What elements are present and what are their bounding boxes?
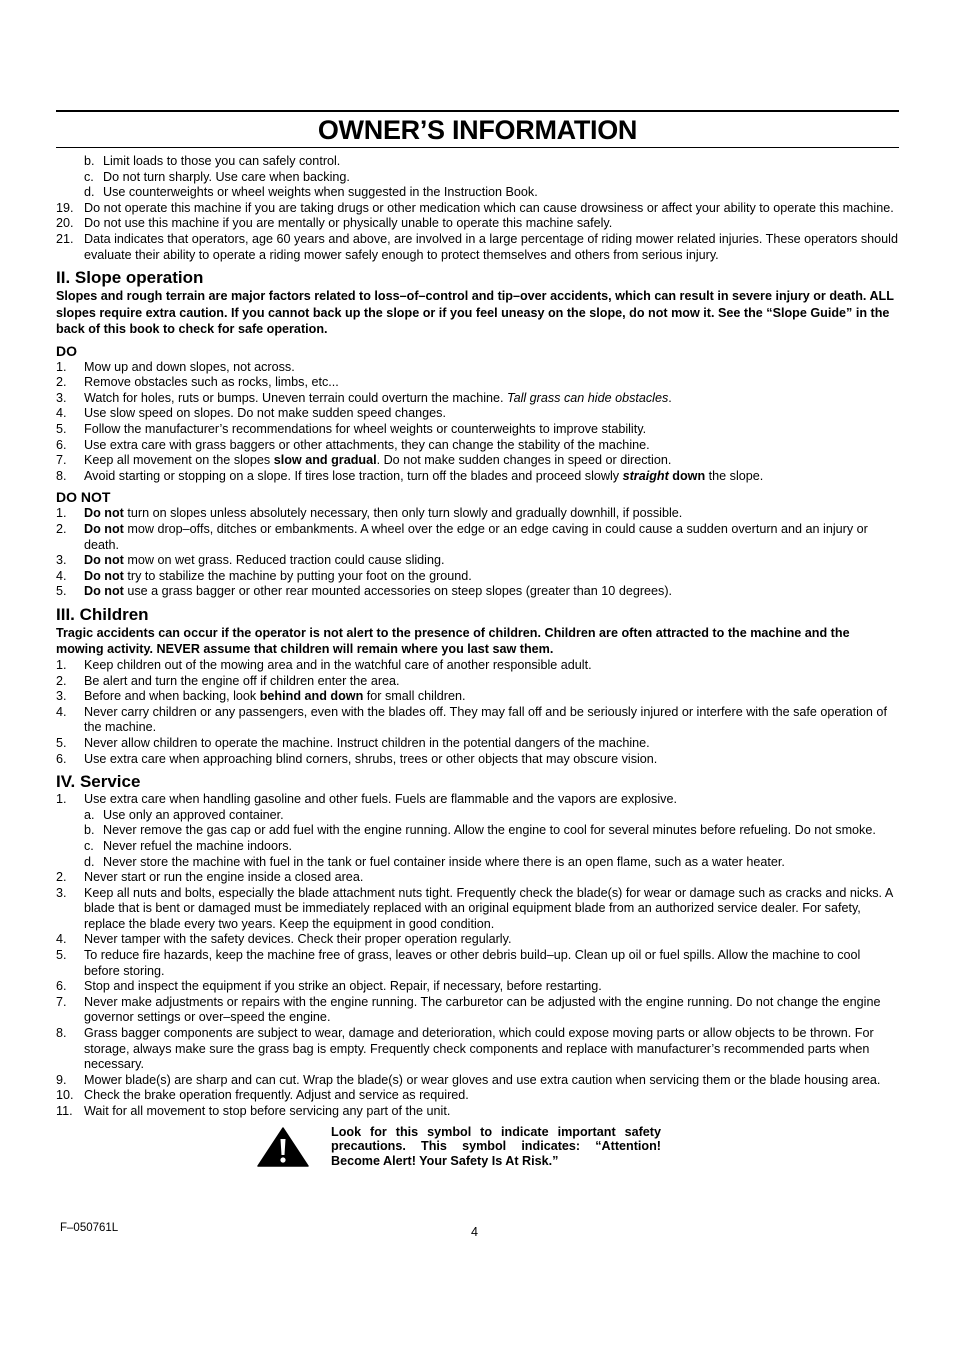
list-item: 1. Do not turn on slopes unless absolutely necessary, then only turn slowly and gradually downhill, if possible. bbox=[56, 506, 683, 521]
do-not-heading: DO NOT bbox=[56, 489, 111, 506]
document-code: F–050761L bbox=[60, 1222, 119, 1234]
page bbox=[56, 110, 899, 1168]
list-item: 2. Never start or run the engine inside a closed area. bbox=[56, 870, 364, 885]
list-item: 1. Keep children out of the mowing area and in the watchful care of another responsible adult. bbox=[56, 657, 592, 672]
page-number: 4 bbox=[471, 1225, 479, 1239]
list-item: 5. Do not use a grass bagger or other rear mounted accessories on steep slopes (greater than 10 degrees). bbox=[56, 584, 673, 599]
list-item: 6. Use extra care when approaching blind corners, shrubs, trees or other objects that may obscure vision. bbox=[56, 751, 658, 766]
list-item: 3. Keep all nuts and bolts, especially the blade attachment nuts tight. Frequently check the blade(s) for wear or damage such as cracks and nicks. A blade that is bent or damaged must be immediately replaced with an original equipment blade from an authorized service dealer. For safety, replace the blade every two years. Keep the equipment in good condition. bbox=[56, 885, 893, 931]
list-item: d. Use counterweights or wheel weights when suggested in the Instruction Book. bbox=[84, 185, 538, 200]
list-item: 8. Grass bagger components are subject to wear, damage and deterioration, which could expose moving parts or allow objects to be thrown. For storage, always make sure the grass bag is empty. Frequently check components and replace with manufacturer’s recommended parts when necessary. bbox=[56, 1026, 874, 1072]
list-item: 7. Keep all movement on the slopes slow and gradual. Do not make sudden changes in speed or direction. bbox=[56, 453, 672, 468]
list-item: 20. Do not use this machine if you are mentally or physically unable to operate this machine safely. bbox=[56, 216, 613, 231]
list-item: 6. Use extra care with grass baggers or other attachments, they can change the stability of the machine. bbox=[56, 437, 650, 452]
section-heading-slope: II. Slope operation bbox=[56, 268, 204, 288]
slope-intro: Slopes and rough terrain are major factors related to loss–of–control and tip–over accidents, which can result in severe injury or death. ALL slopes require extra caution. If you cannot back up the slope or if you feel uneasy on the slope, do not mow it. See the “Slope Guide” in the back of this book to check for safe operation. bbox=[56, 289, 894, 337]
page-title: OWNER’S INFORMATION bbox=[317, 115, 638, 145]
list-item: 11. Wait for all movement to stop before servicing any part of the unit. bbox=[56, 1104, 451, 1118]
list-item: 10. Check the brake operation frequently. Adjust and service as required. bbox=[56, 1088, 469, 1103]
list-item: 5. Never allow children to operate the machine. Instruct children in the potential dangers of the machine. bbox=[56, 735, 650, 750]
list-item: 4. Never carry children or any passengers, even with the blades off. They may fall off and be seriously injured or interfere with the safe operation of the machine. bbox=[56, 704, 887, 735]
list-item: b. Limit loads to those you can safely control. bbox=[84, 154, 341, 168]
section-heading-service: IV. Service bbox=[56, 772, 141, 792]
list-item: 3. Do not mow on wet grass. Reduced traction could cause sliding. bbox=[56, 553, 445, 568]
list-item: 21. Data indicates that operators, age 60 years and above, are involved in a large percentage of riding mower related injuries. These operators should evaluate their ability to operate a riding mower safely enough to protect themselves and others from serious injury. bbox=[56, 231, 898, 262]
list-item: 4. Never tamper with the safety devices. Check their proper operation regularly. bbox=[56, 932, 512, 947]
list-item: 6. Stop and inspect the equipment if you strike an object. Repair, if necessary, before restarting. bbox=[56, 979, 602, 994]
list-item: 19. Do not operate this machine if you are taking drugs or other medication which can cause drowsiness or affect your ability to operate this machine. bbox=[56, 200, 894, 215]
list-item: a. Use only an approved container. bbox=[84, 807, 284, 822]
safety-alert-text: Look for this symbol to indicate important safety precautions. This symbol indicates: “Attention! Become Alert! Your Safety Is At Risk.” bbox=[331, 1124, 661, 1168]
list-item: 2. Remove obstacles such as rocks, limbs, etc... bbox=[56, 375, 339, 390]
list-item: 4. Use slow speed on slopes. Do not make sudden speed changes. bbox=[56, 406, 446, 421]
list-item: 5. To reduce fire hazards, keep the machine free of grass, leaves or other debris build–up. Clean up oil or fuel spills. Allow the machine to cool before storing. bbox=[56, 948, 861, 978]
section-heading-children: III. Children bbox=[56, 604, 149, 624]
do-heading: DO bbox=[56, 342, 77, 359]
children-intro: Tragic accidents can occur if the operator is not alert to the presence of children. Children are often attracted to the machine and the mowing activity. NEVER assume that children will remain where you last saw them. bbox=[56, 625, 850, 657]
list-item: 3. Before and when backing, look behind and down for small children. bbox=[56, 689, 466, 704]
top-rule bbox=[56, 110, 899, 112]
list-item: 4. Do not try to stabilize the machine by putting your foot on the ground. bbox=[56, 568, 472, 583]
list-item: 5. Follow the manufacturer’s recommendations for wheel weights or counterweights to improve stability. bbox=[56, 422, 647, 437]
list-item: 2. Do not mow drop–offs, ditches or embankments. A wheel over the edge or an edge caving in could cause a sudden overturn and an injury or death. bbox=[56, 522, 868, 552]
list-item: b. Never remove the gas cap or add fuel with the engine running. Allow the engine to cool for several minutes before refueling. Do not smoke. bbox=[84, 823, 876, 838]
list-item: c. Do not turn sharply. Use care when backing. bbox=[84, 169, 350, 184]
content bbox=[56, 154, 899, 1168]
list-item: 1. Use extra care when handling gasoline and other fuels. Fuels are flammable and the vapors are explosive. bbox=[56, 792, 677, 807]
list-item: 2. Be alert and turn the engine off if children enter the area. bbox=[56, 673, 400, 688]
safety-alert bbox=[257, 1125, 899, 1169]
list-item: 8. Avoid starting or stopping on a slope. If tires lose traction, turn off the blades and proceed slowly straight down the slope. bbox=[56, 468, 764, 483]
list-item: 7. Never make adjustments or repairs with the engine running. The carburetor can be adjusted with the engine running. Do not change the engine governor settings or over–speed the engine. bbox=[56, 994, 881, 1025]
title-rule bbox=[56, 147, 899, 148]
list-item: 9. Mower blade(s) are sharp and can cut. Wrap the blade(s) or wear gloves and use extra caution when servicing them or the blade housing area. bbox=[56, 1072, 881, 1087]
list-item: 1. Mow up and down slopes, not across. bbox=[56, 359, 295, 374]
list-item: d. Never store the machine with fuel in the tank or fuel container inside where there is an open flame, such as a water heater. bbox=[84, 854, 785, 869]
list-item: c. Never refuel the machine indoors. bbox=[84, 838, 293, 853]
warning-triangle-icon bbox=[257, 1127, 309, 1167]
list-item: 3. Watch for holes, ruts or bumps. Uneven terrain could overturn the machine. Tall grass can hide obstacles. bbox=[56, 390, 672, 405]
